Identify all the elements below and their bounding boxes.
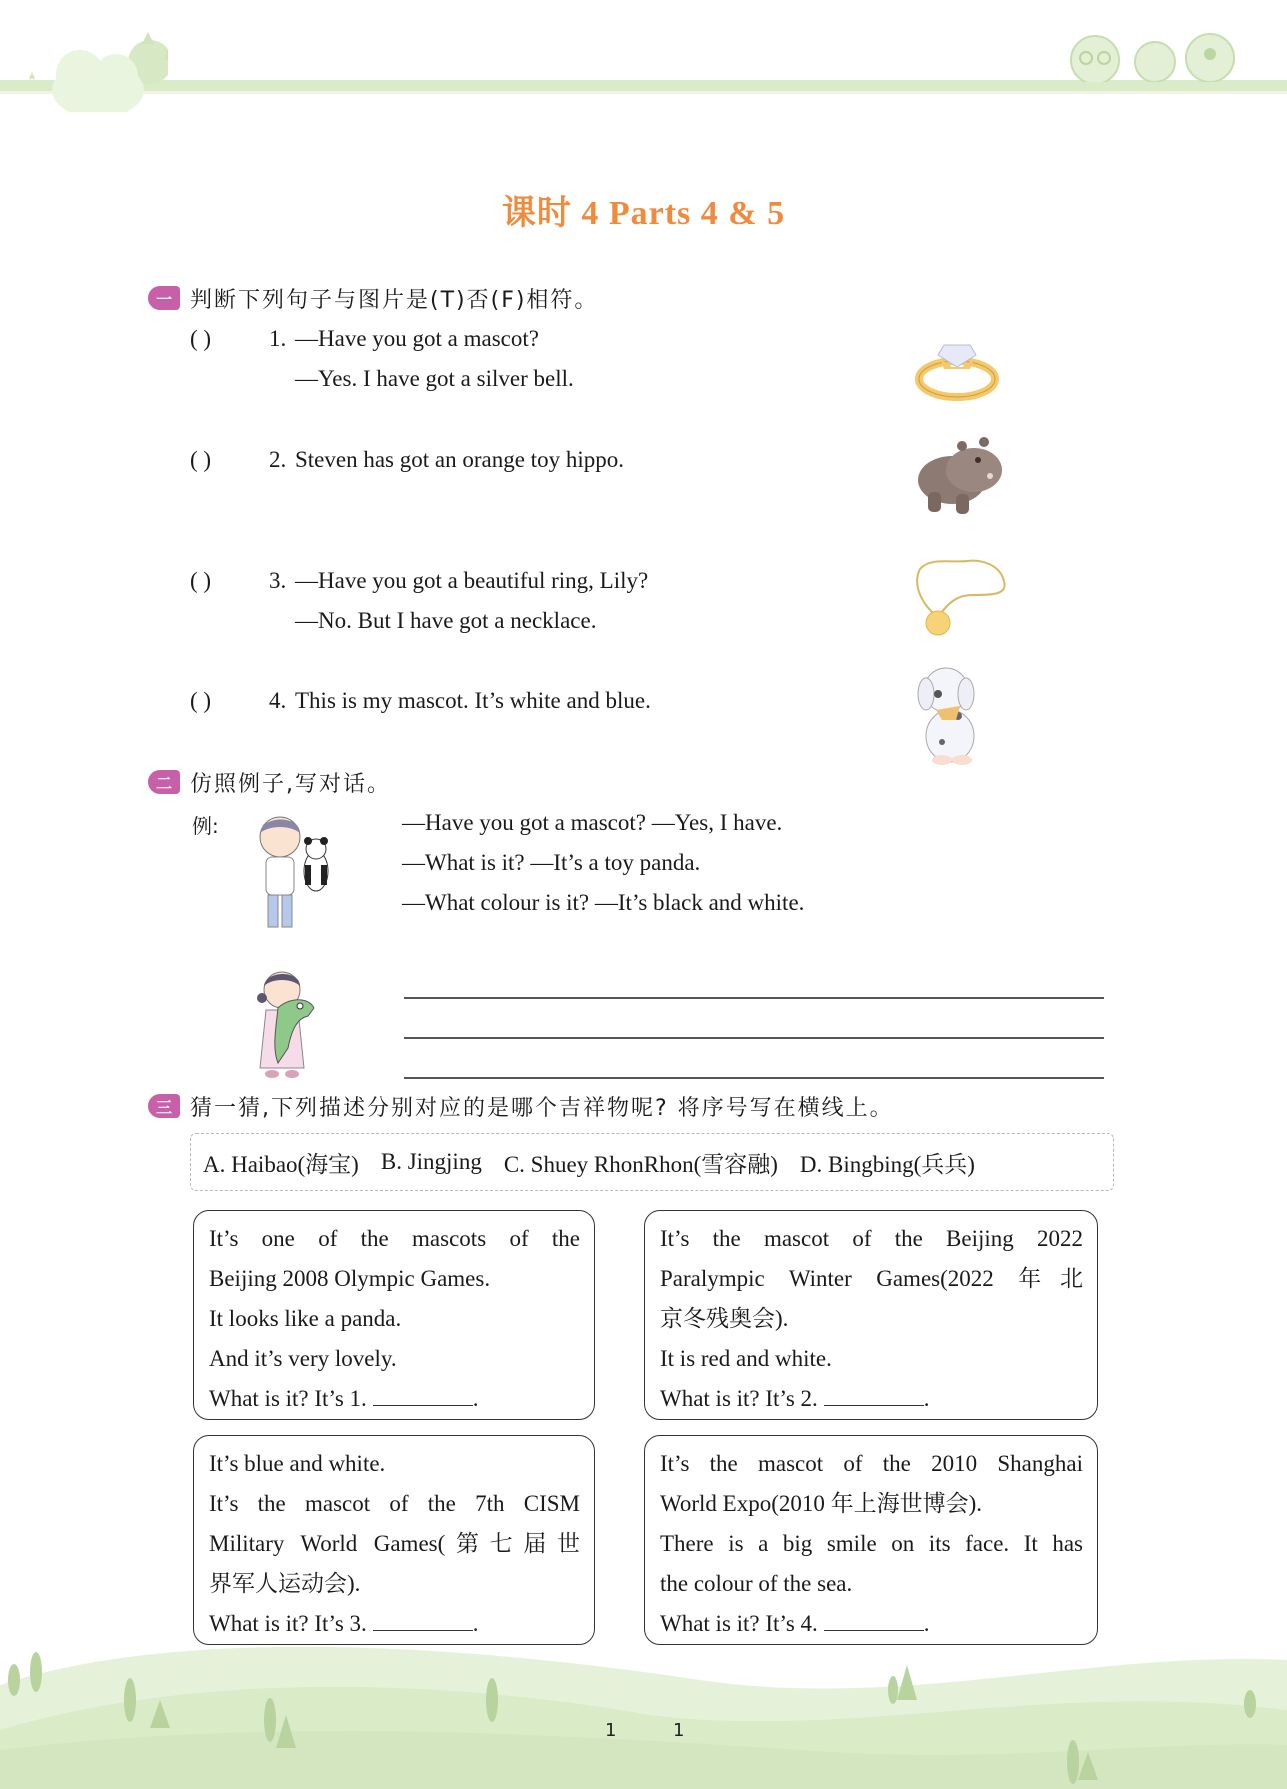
page-title: 课时 4 Parts 4 & 5 [501,195,786,232]
card-3-line-4: 界军人运动会). [209,1571,361,1596]
option-c: C. Shuey RhonRhon(雪容融) [503,1151,778,1177]
necklace-image [912,555,1012,640]
item-1-line-1: —Have you got a mascot? [295,326,539,351]
answer-blank-1[interactable]: ( ) [190,326,212,351]
card-2-line-1: It’s the mascot of the Beijing 2022 [660,1226,1083,1251]
card-1-answer-blank[interactable] [373,1383,473,1406]
example-line-3: —What colour is it? —It’s black and white. [402,890,805,915]
page-number-left: 1 [605,1720,617,1741]
item-4-line-1: This is my mascot. It’s white and blue. [295,688,651,713]
card-4-line-1: It’s the mascot of the 2010 Shanghai [660,1451,1083,1476]
card-1-line-3: It looks like a panda. [209,1306,402,1331]
writing-line-1[interactable] [404,997,1104,999]
girl-with-crocodile-image [248,968,328,1083]
card-4-question: What is it? It’s 4. [660,1611,818,1636]
item-2-line-1: Steven has got an orange toy hippo. [295,447,624,472]
card-3-line-3: Military World Games(第七届世 [209,1531,580,1556]
item-number-2: 2. [269,447,287,472]
answer-blank-3[interactable]: ( ) [190,568,212,593]
section-2-badge: 二 [148,770,180,794]
header-band-shadow [0,91,1287,94]
answer-blank-4[interactable]: ( ) [190,688,212,713]
section-1-instruction: 判断下列句子与图片是(T)否(F)相符。 [190,287,599,313]
hills-decoration-icon [0,1640,1287,1789]
card-1-question: What is it? It’s 1. [209,1386,367,1411]
card-3-question: What is it? It’s 3. [209,1611,367,1636]
section-2-instruction: 仿照例子,写对话。 [190,771,391,797]
section-3-header [148,1091,894,1121]
card-3-line-2: It’s the mascot of the 7th CISM [209,1491,580,1516]
section-1-badge: 一 [148,286,180,310]
ring-image [912,333,1002,403]
card-4-line-4: the colour of the sea. [660,1571,853,1596]
section-3-instruction: 猜一猜,下列描述分别对应的是哪个吉祥物呢? 将序号写在横线上。 [190,1095,894,1121]
example-line-1: —Have you got a mascot? —Yes, I have. [402,810,783,835]
card-1-line-2: Beijing 2008 Olympic Games. [209,1266,491,1291]
option-b: B. Jingjing [380,1149,482,1174]
card-3-end: . [472,1611,479,1636]
sun-cloud-decoration-icon [18,32,168,112]
card-1-end: . [472,1386,479,1411]
card-1-line-4: And it’s very lovely. [209,1346,397,1371]
mascot-card-2 [644,1210,1098,1420]
item-number-4: 4. [269,688,287,713]
item-1-line-2: —Yes. I have got a silver bell. [295,366,574,391]
card-4-line-3: There is a big smile on its face. It has [660,1531,1083,1556]
card-4-line-2: World Expo(2010 年上海世博会). [660,1491,983,1516]
card-3-answer-blank[interactable] [373,1608,473,1631]
example-label: 例: [192,814,219,838]
mascot-options-box [190,1133,1114,1191]
card-2-line-3: 京冬残奥会). [660,1306,789,1331]
card-4-answer-blank[interactable] [824,1608,924,1631]
option-d: D. Bingbing(兵兵) [799,1151,975,1177]
card-2-line-4: It is red and white. [660,1346,832,1371]
section-2-header [148,767,391,797]
animal-faces-decoration-icon [1060,22,1250,82]
card-2-line-2: Paralympic Winter Games(2022 年北 [660,1266,1083,1291]
page-number-right: 1 [673,1720,685,1741]
toy-dog-image [912,660,987,765]
option-a: A. Haibao(海宝) [203,1151,359,1177]
item-3-line-2: —No. But I have got a necklace. [295,608,597,633]
item-number-1: 1. [269,326,287,351]
example-line-2: —What is it? —It’s a toy panda. [402,850,701,875]
item-number-3: 3. [269,568,287,593]
section-1-header [148,283,598,313]
card-2-question: What is it? It’s 2. [660,1386,818,1411]
card-2-end: . [923,1386,930,1411]
section-3-badge: 三 [148,1094,180,1118]
toy-hippo-image [910,430,1010,515]
card-3-line-1: It’s blue and white. [209,1451,386,1476]
writing-line-3[interactable] [404,1077,1104,1079]
answer-blank-2[interactable]: ( ) [190,447,212,472]
boy-with-panda-image [250,815,340,935]
card-4-end: . [923,1611,930,1636]
writing-line-2[interactable] [404,1037,1104,1039]
mascot-card-1 [193,1210,595,1420]
card-2-answer-blank[interactable] [824,1383,924,1406]
mascot-card-4 [644,1435,1098,1645]
mascot-card-3 [193,1435,595,1645]
item-3-line-1: —Have you got a beautiful ring, Lily? [295,568,649,593]
card-1-line-1: It’s one of the mascots of the [209,1226,580,1251]
